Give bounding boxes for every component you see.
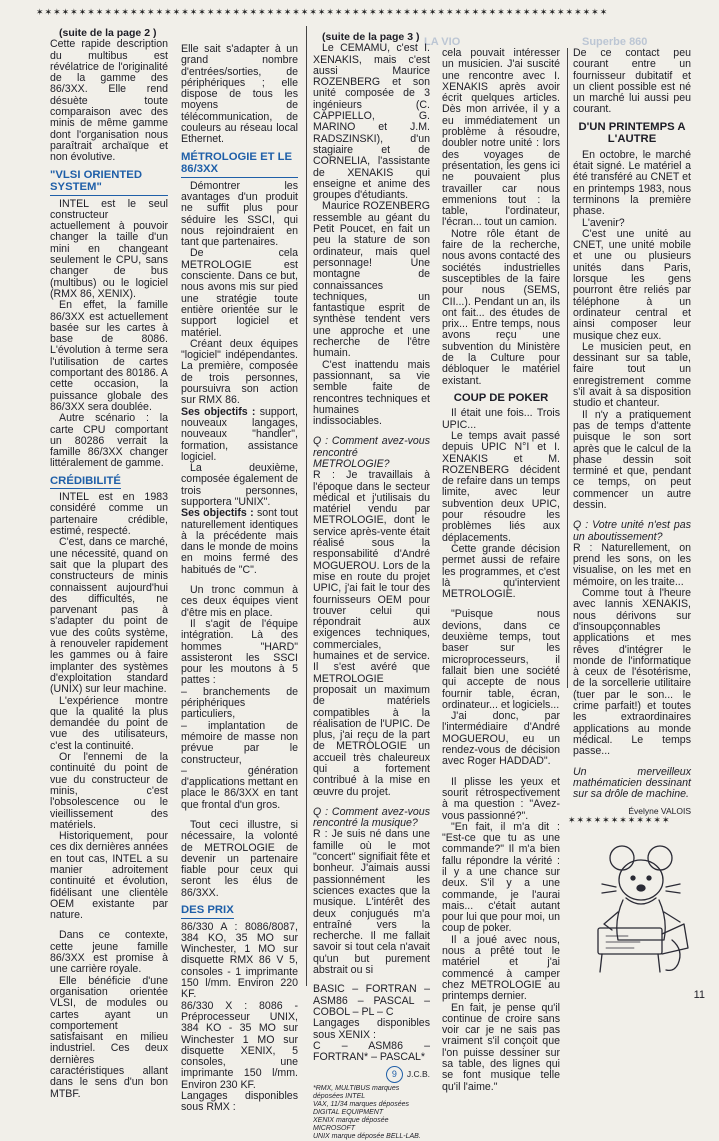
- interview-answer: R : Naturellement, on prend les sons, on les visualise, on les met en mémoire, on les traite...: [573, 541, 691, 588]
- paragraph: En octobre, le marché était signé. Le matériel a été transféré au CNET et en printemps 1983, nous terminons la première phase.: [573, 148, 691, 218]
- section-heading: "VLSI ORIENTED SYSTEM": [50, 169, 168, 196]
- paragraph: Le CEMAMU, c'est I. XENAKIS, mais c'est aussi Maurice ROZENBERG et son unité composée de 3 ingénieurs (C. CAPPIELLO, G. MARINO et J.M. RADSZINSKI), d'un stagiaire et de CORNELIA, l'assistante de XENAKIS qui enseigne et anime des groupes d'étudiants.: [313, 42, 430, 202]
- interview-question: Q : Comment avez-vous rencontré la musique?: [313, 805, 430, 830]
- bold-label: Ses objectifs :: [181, 507, 254, 520]
- paragraph: "Puisque nous devions, dans ce deuxième temps, tout baser sur les microprocesseurs, il fallait bien une société qui accepte de nous fournir table, écran, ordinateur... et logiciels...: [442, 608, 560, 711]
- paragraph: Créant deux équipes "logiciel" indépendantes. La première, composée de trois personnes, poursuivra son action sur RMX 86.: [181, 337, 298, 407]
- paragraph: 86/330 A : 8086/8087, 384 KO, 35 MO sur Winchester, 1 MO sur disquette RMX 86 V 5, consoles - 1 imprimante 150 l/mm. Environ 220 KF.: [181, 920, 298, 1001]
- paragraph: INTEL est en 1983 considéré comme un partenaire crédible, estimé, respecté.: [50, 491, 168, 538]
- bold-label: Ses objectifs :: [181, 405, 256, 418]
- paragraph: Notre rôle étant de faire de la recherche, nous avons contacté des sociétés industrielles susceptibles de la faire pour nous (SEMS, CII...). Pendant un an, ils ont fait... des études de prix... Entre temps, nous avons reçu une subvention du Ministère de la Culture pour débloquer le matériel existant.: [442, 227, 560, 387]
- paragraph: Autre scénario : la carte CPU comportant un 80286 verrait la famille 86/3XX changer littéralement de gamme.: [50, 412, 168, 470]
- interview-question: Q : Votre unité n'est pas un aboutissement?: [573, 519, 691, 543]
- paragraph: Cette grande décision permet aussi de refaire les programmes, et c'est là qu'intervient METROLOGIE.: [442, 542, 560, 601]
- interview-question: Q : Comment avez-vous rencontré METROLOGIE?: [313, 435, 430, 470]
- paragraph: Il s'agit de l'équipe intégration. Là des hommes "HARD" assisteront les SSCI pour les moutons à 5 pattes :: [181, 617, 298, 687]
- section-heading: MÉTROLOGIE ET LE 86/3XX: [181, 151, 298, 178]
- column-1: [50, 28, 168, 1100]
- paragraph: De cela METROLOGIE est consciente. Dans ce but, nous avons mis sur pied une stratégie toute entière orientée sur le support logiciel et matériel.: [181, 247, 298, 339]
- continued-label: (suite de la page 3 ): [322, 31, 420, 43]
- paragraph: Tout ceci illustre, si nécessaire, la volonté de METROLOGIE de devenir un partenaire fiable pour ceux qui seront les élus de 86/3XX.: [181, 819, 298, 899]
- signature-row: [313, 1063, 430, 1085]
- paragraph: 86/330 X : 8086 - Préprocesseur UNIX, 384 KO - 35 MO sur Winchester 1 MO sur disquette XENIX, 5 consoles, une imprimante 150 l/mm. Environ 230 KF.: [181, 999, 298, 1091]
- paragraph: Il était une fois... Trois UPIC...: [442, 407, 560, 431]
- paragraph: C'est inattendu mais passionnant, sa vie semble faite de rencontres techniques et humaines indissociables.: [313, 358, 430, 428]
- page-badge: 9: [386, 1066, 403, 1083]
- paragraph: Le temps avait passé depuis UPIC N°I et I. XENAKIS et M. ROZENBERG décident de refaire dans un temps limite, avec leur subvention deux UPIC, pour résoudre les problèmes liés aux déplacements.: [442, 430, 560, 544]
- column-3: [313, 32, 430, 1141]
- column-5: [573, 48, 691, 818]
- list-item: – génération d'applications mettant en place le 86/3XX en tant que frontal d'un gros.: [181, 764, 298, 811]
- paragraph: En effet, la famille 86/3XX est actuellement basée sur les cartes à base de 8086. L'évolution à terme sera l'utilisation de cartes comportant des 80186. A cette occasion, la puissance globale des 86/3XX sera doublée.: [50, 299, 168, 413]
- paragraph: C'est une unité au CNET, une unité mobile et une ou plusieurs unités dans Paris, lorsque les gens pourront être reliés par téléphone à un ordinateur central et ainsi composer leur musique chez eux.: [573, 227, 691, 342]
- initials: J.C.B.: [406, 1069, 430, 1080]
- paragraph: INTEL est le seul constructeur actuellement à pouvoir changer la taille d'un mini en changeant seulement le CPU, sans changer de bus (multibus) ou le logiciel (RMX 86, XENIX).: [50, 197, 168, 300]
- paragraph: De ce contact peu courant entre un fournisseur dubitatif et un client possible est né un marché lui aussi peu courant.: [573, 47, 691, 116]
- continued-label: (suite de la page 2 ): [59, 27, 157, 39]
- paragraph: Il plisse les yeux et sourit rétrospectivement à ma question : "Avez-vous passionné?".: [442, 775, 560, 822]
- languages-list: C – ASM86 – FORTRAN* – PASCAL*: [313, 1039, 430, 1064]
- interview-answer: R : Je travaillais à l'époque dans le secteur médical et j'utilisais du matériel vendu par METROLOGIE, dont le service après-vente était réalisé sous la responsabilité d'André MOGUEROU. Lors de la mise en route du projet UPIC, j'ai fait le tour des fournisseurs OEM pour trouver celui qui répondrait aux exigences techniques, commerciales, humaines et de service. Il s'est avéré que METROLOGIE proposait un maximum de matériels compatibles à la réalisation de l'UPIC. De plus, j'ai reçu de la part de METROLOGIE un accueil très chaleureux qui a fortement contribué à la mise en œuvre du projet.: [313, 469, 430, 798]
- star-rule-top-left: ✶✶✶✶✶✶✶✶✶✶✶✶✶✶✶✶✶✶✶✶✶✶✶✶✶✶✶✶✶✶✶✶✶✶✶✶✶✶✶✶✶✶✶✶✶✶✶✶✶✶✶✶✶✶✶✶✶✶✶✶✶✶✶✶✶✶✶: [36, 8, 609, 18]
- section-heading: DES PRIX: [181, 904, 234, 919]
- bleed-through-text: Superbe 860: [582, 36, 648, 48]
- bleed-through-text: LA VIO: [424, 36, 461, 48]
- column-4: [442, 48, 560, 1093]
- trademark-note: UNIX marque déposée BELL-LAB.: [313, 1133, 421, 1141]
- paragraph: [181, 508, 298, 576]
- paragraph: Historiquement, pour ces dix dernières années en tout cas, INTEL a su manier adroitement continuité et évolution, fidélisant une clientèle OEM existante par nature.: [50, 830, 168, 922]
- section-heading: CRÉDIBILITÉ: [50, 475, 121, 490]
- paragraph: En fait, je pense qu'il continue de croire sans voir car je ne sais pas vraiment s'il conçoit que l'on puisse dessiner sur sa table, des lignes qui se font musique telle qu'il l'aime.": [442, 1001, 560, 1093]
- paragraph: Comme tout à l'heure avec Iannis XENAKIS, nous dérivons sur d'insoupçonnables applications et mes rêves d'intégrer le monde de l'informatique à ceux de l'ésotérisme, de la sorcellerie utilitaire (tuer par le son... le crime parfait!) et toutes les extraordinaires applications au monde médical. Le temps passe...: [573, 587, 691, 758]
- interview-answer: R : Je suis né dans une famille où le mot "concert" signifiait fête et bonheur. J'aimais aussi passionnément les sciences exactes que la musique. L'intérêt des deux conjugués m'a entraîné vers la recherche. Il me fallait savoir si tout cela n'avait qu'un but purement abstrait ou si: [313, 828, 430, 977]
- paragraph: J'ai donc, par l'intermédiaire d'André MOGUEROU, eu un rendez-vous de décision avec Roger HADDAD".: [442, 710, 560, 768]
- paragraph: Or l'ennemi de la continuité du point de vue du constructeur de minis, c'est l'obsolescence ou le vieillissement des matériels.: [50, 751, 168, 831]
- image-caption: Un merveilleux mathématicien dessinant sur sa drôle de machine.: [573, 765, 691, 801]
- paragraph: Elle bénéficie d'une organisation orientée VLSI, de modules ou cartes ayant un comportement satisfaisant en milieu industriel. Ces deux dernières caractéristiques allant dans le sens d'un bon MTBF.: [50, 974, 168, 1100]
- paragraph: [181, 407, 298, 463]
- paragraph: L'avenir?: [582, 216, 625, 229]
- paragraph: La deuxième, composée également de trois personnes, supportera "UNIX".: [181, 462, 298, 508]
- list-item: – branchements de périphériques particuliers,: [181, 685, 298, 721]
- paragraph: Il a joué avec nous, nous a prêté tout le matériel et j'ai commencé à camper chez METROLOGIE au printemps dernier.: [442, 933, 560, 1003]
- paragraph: Dans ce contexte, cette jeune famille 86/3XX est promise à une carrière royale.: [50, 929, 168, 976]
- paragraph: Un tronc commun à ces deux équipes vient d'être mis en place.: [181, 584, 298, 619]
- paragraph: Maurice ROZENBERG ressemble au géant du Petit Poucet, en fait un peu la stature de son ordinateur, mais quel personnage! Une montagne de connaissances techniques, un fantastique esprit de synthèse tendent vers une approche et une recherche de l'être humain.: [313, 200, 430, 360]
- trademark-note: VAX, 11/34 marques déposées DIGITAL EQUIPMENT: [313, 1101, 409, 1117]
- paragraph: Cette rapide description du multibus est révélatrice de l'originalité de la gamme des 86/3XX. Elle rend désuète toute comparaison avec des minis de même gamme dont l'organisation nous paraîtrait archaïque et non évolutive.: [50, 38, 168, 164]
- paragraph: Elle sait s'adapter à un grand nombre d'entrées/sorties, de périphériques ; elle dispose de tous les moyens de télécommunication, de couleurs au réseau local Ethernet.: [181, 43, 298, 146]
- column-divider: [567, 48, 568, 688]
- section-heading: D'UN PRINTEMPS A L'AUTRE: [578, 120, 686, 146]
- section-heading: COUP DE POKER: [453, 391, 549, 404]
- list-item: – implantation de mémoire de masse non prévue par le constructeur,: [181, 719, 298, 766]
- trademark-note: XENIX marque déposée MICROSOFT: [313, 1117, 389, 1133]
- column-2: [181, 44, 298, 1114]
- paragraph: Langages disponibles sous RMX :: [181, 1090, 298, 1114]
- paragraph: Démontrer les avantages d'un produit ne suffit plus pour séduire les SSCI, qui nous rejoindraient en tant que partenaires.: [181, 179, 298, 249]
- languages-label: Langages disponibles sous XENIX :: [313, 1017, 430, 1041]
- page-number: 11: [693, 989, 705, 1001]
- paragraph-text: sont tout naturellement identiques à la précédente mais dans le monde de moins en moins fermé des habitués de "C".: [181, 507, 298, 576]
- paragraph: C'est, dans ce marché, une nécessité, quand on sait que la plupart des constructeurs de minis connaissent aujourd'hui des difficultés, ne parvenant pas à s'adapter du point de vue des coûts système, à renouveler rapidement les gammes ou à faire implanter des systèmes d'exploitation standard (UNIX) sur leur machine.: [50, 536, 168, 696]
- paragraph-text: support, nouveaux langages, nouveaux "handler", formation, assistance logiciel.: [181, 405, 298, 463]
- trademark-note: *RMX, MULTIBUS marques déposées INTEL: [313, 1085, 400, 1101]
- paragraph: Il n'y a pratiquement pas de temps d'attente puisque le son sort après que le calcul de la phase dessin soit terminé et que, pendant ce temps, on peut commencer un autre dessin.: [573, 408, 691, 511]
- mouse-cartoon-illustration: [588, 840, 698, 980]
- languages-list: BASIC – FORTRAN – ASM86 – PASCAL – COBOL – PL – C: [313, 983, 430, 1018]
- paragraph: L'expérience montre que la qualité la plus demandée du point de vue des utilisateurs, c'est la continuité.: [50, 694, 168, 752]
- paragraph: "En fait, il m'a dit : "Est-ce que tu as une commande?" Il m'a bien fallu répondre la vérité : il y a une chance sur deux. S'il y a une commande, je l'aurai mais... c'était autant pour lui que pour moi, un coup de poker.: [442, 820, 560, 935]
- column-divider: [306, 26, 307, 986]
- author-signature: Évelyne VALOIS: [628, 806, 691, 817]
- star-rule-right: ✶✶✶✶✶✶✶✶✶✶✶✶: [568, 816, 671, 826]
- paragraph: cela pouvait intéresser un musicien. J'ai suscité une rencontre avec I. XENAKIS après avoir écrit quelques articles. Dès mon arrivée, il y a eu immédiatement un problème à résoudre, doubler notre unité : lors des voyages de présentation, les gens ici ne pouvaient plus travailler car nous emmenions tout : la table, l'ordinateur, l'écran... tout un camion.: [442, 47, 560, 229]
- paragraph: Le musicien peut, en dessinant sur sa table, faire tout un enregistrement comme s'il avait à sa disposition studio et chanteur.: [573, 340, 691, 410]
